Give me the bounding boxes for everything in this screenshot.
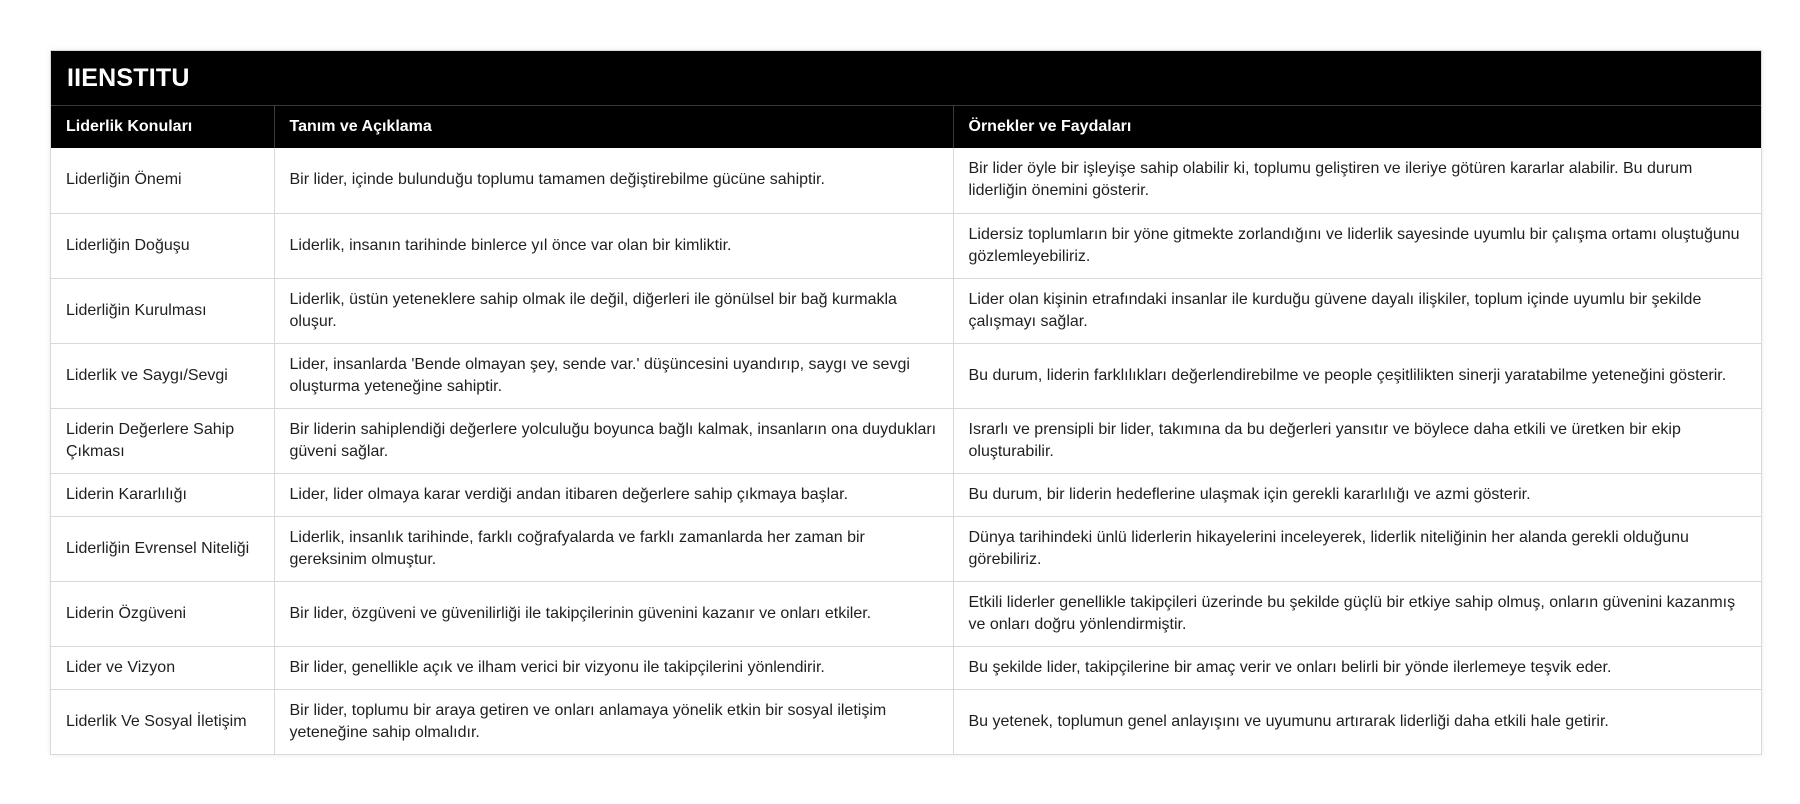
cell-example: Israrlı ve prensipli bir lider, takımına da bu değerleri yansıtır ve böylece daha etkili ve üretken bir ekip oluşturabilir. (953, 408, 1761, 473)
cell-topic: Liderliğin Evrensel Niteliği (51, 516, 274, 581)
cell-example: Dünya tarihindeki ünlü liderlerin hikayelerini inceleyerek, liderlik niteliğinin her alanda gerekli olduğunu görebiliriz. (953, 516, 1761, 581)
cell-example: Lidersiz toplumların bir yöne gitmekte zorlandığını ve liderlik sayesinde uyumlu bir çalışma ortamı oluştuğunu gözlemleyebiliriz. (953, 213, 1761, 278)
leadership-table-card (50, 50, 1762, 755)
cell-definition: Liderlik, üstün yeteneklere sahip olmak ile değil, diğerleri ile gönülsel bir bağ kurmakla oluşur. (274, 278, 953, 343)
cell-definition: Lider, lider olmaya karar verdiği andan itibaren değerlere sahip çıkmaya başlar. (274, 473, 953, 516)
leadership-table (51, 105, 1761, 754)
cell-topic: Liderin Değerlere Sahip Çıkması (51, 408, 274, 473)
brand-title: IIENSTITU (51, 51, 1761, 105)
cell-topic: Liderlik ve Saygı/Sevgi (51, 343, 274, 408)
cell-topic: Liderin Özgüveni (51, 581, 274, 646)
cell-definition: Bir lider, genellikle açık ve ilham verici bir vizyonu ile takipçilerini yönlendirir. (274, 646, 953, 689)
cell-example: Bu durum, liderin farklılıkları değerlendirebilme ve people çeşitlilikten sinerji yaratabilme yeteneğini gösterir. (953, 343, 1761, 408)
table-row (51, 473, 1761, 516)
cell-example: Lider olan kişinin etrafındaki insanlar ile kurduğu güvene dayalı ilişkiler, toplum içinde uyumlu bir şekilde çalışmayı sağlar. (953, 278, 1761, 343)
table-row (51, 516, 1761, 581)
table-row (51, 213, 1761, 278)
column-header-examples: Örnekler ve Faydaları (953, 106, 1761, 149)
cell-topic: Liderliğin Doğuşu (51, 213, 274, 278)
cell-example: Bu yetenek, toplumun genel anlayışını ve uyumunu artırarak liderliği daha etkili hale getirir. (968, 712, 1609, 730)
cell-example: Etkili liderler genellikle takipçileri üzerinde bu şekilde güçlü bir etkiye sahip olmuş, onların güvenini kazanmış ve onları doğru yönlendirmiştir. (953, 581, 1761, 646)
column-header-topic: Liderlik Konuları (51, 106, 274, 149)
cell-topic: Liderliğin Kurulması (51, 278, 274, 343)
table-row (51, 148, 1761, 213)
cell-topic: Liderin Kararlılığı (51, 473, 274, 516)
cell-topic: Lider ve Vizyon (51, 646, 274, 689)
cell-definition: Liderlik, insanlık tarihinde, farklı coğrafyalarda ve farklı zamanlarda her zaman bir gereksinim olmuştur. (274, 516, 953, 581)
column-header-definition: Tanım ve Açıklama (274, 106, 953, 149)
table-row (51, 408, 1761, 473)
cell-example: Bu durum, bir liderin hedeflerine ulaşmak için gerekli kararlılığı ve azmi gösterir. (953, 473, 1761, 516)
cell-example: Bir lider öyle bir işleyişe sahip olabilir ki, toplumu geliştiren ve ileriye götüren kararlar alabilir. Bu durum liderliğin önemini gösterir. (953, 148, 1761, 213)
table-header-row (51, 106, 1761, 149)
cell-example: Bu şekilde lider, takipçilerine bir amaç verir ve onları belirli bir yönde ilerlemeye teşvik eder. (953, 646, 1761, 689)
cell-definition: Bir liderin sahiplendiği değerlere yolculuğu boyunca bağlı kalmak, insanların ona duydukları güveni sağlar. (274, 408, 953, 473)
table-row (51, 646, 1761, 689)
cell-definition: Bir lider, içinde bulunduğu toplumu tamamen değiştirebilme gücüne sahiptir. (274, 148, 953, 213)
cell-definition: Bir lider, toplumu bir araya getiren ve onları anlamaya yönelik etkin bir sosyal iletişim yeteneğine sahip olmalıdır. (274, 689, 953, 754)
cell-topic: Liderlik Ve Sosyal İletişim (51, 689, 274, 754)
table-row (51, 689, 1761, 754)
cell-definition: Bir lider, özgüveni ve güvenilirliği ile takipçilerinin güvenini kazanır ve onları etkiler. (274, 581, 953, 646)
table-row (51, 278, 1761, 343)
cell-definition: Liderlik, insanın tarihinde binlerce yıl önce var olan bir kimliktir. (274, 213, 953, 278)
table-row (51, 343, 1761, 408)
table-row (51, 581, 1761, 646)
cell-topic: Liderliğin Önemi (51, 148, 274, 213)
cell-definition: Lider, insanlarda 'Bende olmayan şey, sende var.' düşüncesini uyandırıp, saygı ve sevgi oluşturma yeteneğine sahiptir. (274, 343, 953, 408)
